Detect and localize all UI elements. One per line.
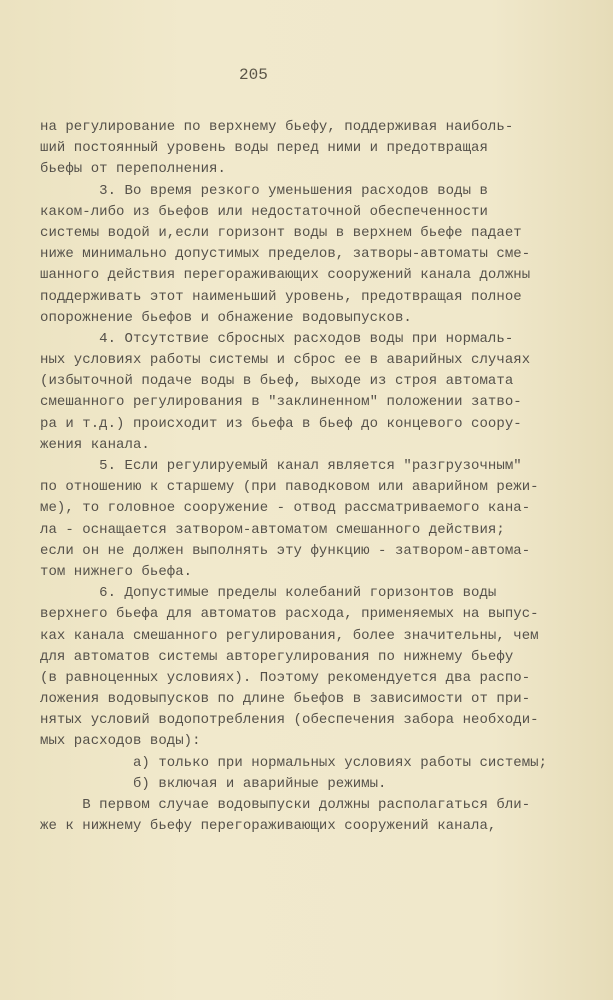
text-line: верхнего бьефа для автоматов расхода, применяемых на выпус- — [40, 606, 539, 623]
text-line: ший постоянный уровень воды перед ними и предотвращая — [40, 140, 488, 157]
text-line: же к нижнему бьефу перегораживающих сооружений канала, — [40, 818, 497, 835]
text-line: (в равноценных условиях). Поэтому рекомендуется два распо- — [40, 669, 531, 686]
text-line: каком-либо из бьефов или недостаточной обеспеченности — [40, 203, 488, 220]
text-line: по отношению к старшему (при паводковом или аварийном режи- — [40, 479, 539, 496]
document-body — [40, 117, 547, 837]
text-line: ках канала смешанного регулирования, более значительны, чем — [40, 627, 539, 644]
text-line: 3. Во время резкого уменьшения расходов воды в — [40, 182, 488, 199]
text-line: ра и т.д.) происходит из бьефа в бьеф до концевого соору- — [40, 415, 522, 432]
text-line: на регулирование по верхнему бьефу, поддерживая наиболь- — [40, 119, 514, 135]
text-line: В первом случае водовыпуски должны располагаться бли- — [40, 797, 531, 813]
text-line: 5. Если регулируемый канал является "разгрузочным" — [40, 458, 522, 474]
text-line: системы водой и,если горизонт воды в верхнем бьефе падает — [40, 224, 522, 241]
text-line: ме), то головное сооружение - отвод рассматриваемого кана- — [40, 500, 531, 517]
text-line: жения канала. — [40, 436, 150, 453]
text-line: нятых условий водопотребления (обеспечения забора необходи- — [40, 712, 539, 729]
text-line: (избыточной подаче воды в бьеф, выходе из строя автомата — [40, 373, 514, 390]
text-line: ла - оснащается затвором-автоматом смешанного действия; — [40, 521, 505, 538]
text-line: поддерживать этот наименьший уровень, предотвращая полное — [40, 288, 522, 305]
text-line: ниже минимально допустимых пределов, затворы-автоматы сме- — [40, 246, 531, 263]
text-line: для автоматов системы авторегулирования по нижнему бьефу — [40, 648, 514, 665]
text-line: 6. Допустимые пределы колебаний горизонтов воды — [40, 585, 497, 602]
text-line: ных условиях работы системы и сброс ее в аварийных случаях — [40, 352, 531, 369]
text-line: 4. Отсутствие сбросных расходов воды при нормаль- — [40, 330, 514, 347]
text-line: бьефы от переполнения. — [40, 161, 226, 178]
text-line: опорожнение бьефов и обнажение водовыпусков. — [40, 309, 412, 326]
text-line: а) только при нормальных условиях работы системы; — [40, 754, 548, 771]
text-line: шанного действия перегораживающих сооружений канала должны — [40, 267, 531, 284]
text-line: б) включая и аварийные режимы. — [40, 775, 387, 792]
text-line: если он не должен выполнять эту функцию - затвором-автома- — [40, 542, 531, 559]
text-line: мых расходов воды): — [40, 733, 201, 750]
text-line: смешанного регулирования в "заклиненном" положении затво- — [40, 394, 522, 411]
text-line: ложения водовыпусков по длине бьефов в зависимости от при- — [40, 691, 531, 708]
page-number: 205 — [239, 66, 268, 84]
text-line: том нижнего бьефа. — [40, 563, 193, 580]
